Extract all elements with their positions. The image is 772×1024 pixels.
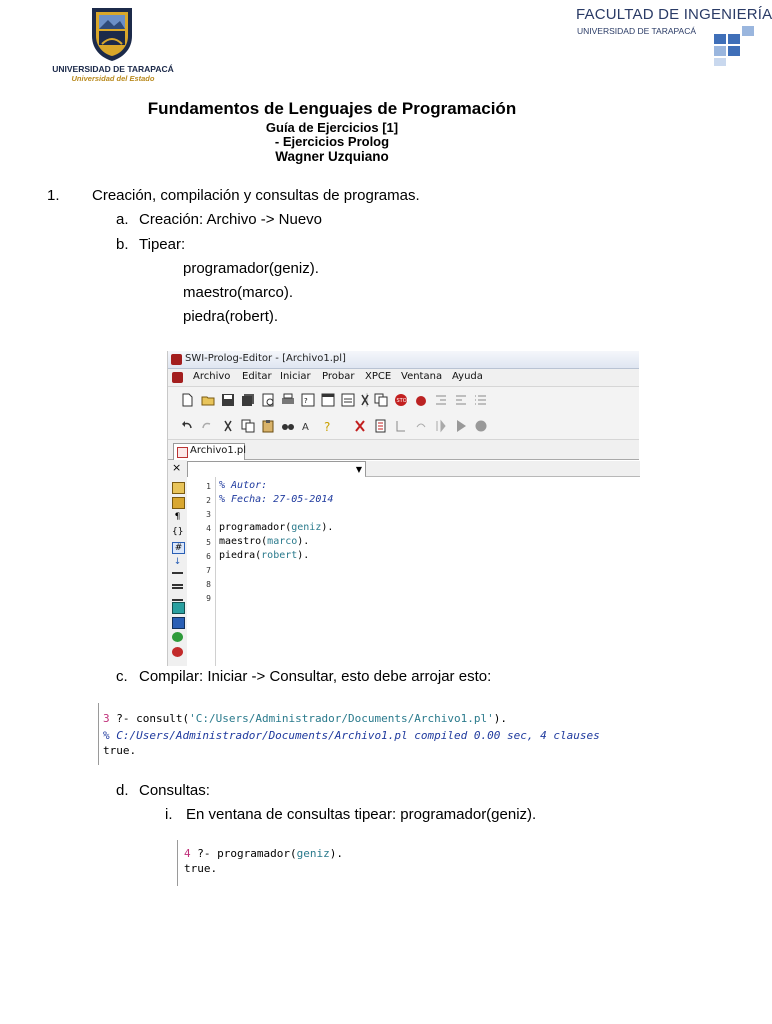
- console-output-query: [177, 840, 438, 886]
- consult-icon[interactable]: [374, 419, 388, 433]
- svg-text:STOP: STOP: [396, 398, 410, 404]
- document-title: Fundamentos de Lenguajes de Programación: [147, 99, 517, 118]
- code-comment: % Fecha: 27-05-2014: [219, 494, 334, 505]
- chevron-down-icon: ▼: [355, 465, 362, 474]
- prompt-end: ).: [329, 847, 343, 860]
- prompt-arg: 'C:/Users/Administrador/Documents/Archivo1.pl': [189, 712, 494, 725]
- guide-title: Guía de Ejercicios [1]: [265, 120, 399, 135]
- menu-ventana[interactable]: Ventana: [401, 371, 443, 382]
- console-query-line: [184, 847, 343, 860]
- fact-line: maestro(marco).: [183, 284, 294, 301]
- code-line: [219, 550, 309, 561]
- outdent-icon[interactable]: [454, 393, 468, 407]
- record-icon[interactable]: [474, 419, 488, 433]
- code-comment: % Autor:: [219, 480, 268, 491]
- prompt-number: 3: [103, 712, 110, 725]
- item-a-marker: a.: [116, 211, 129, 228]
- fact-line: piedra(robert).: [183, 308, 279, 325]
- indent-icon[interactable]: [434, 393, 448, 407]
- module-icon[interactable]: [172, 602, 185, 614]
- faculty-squares-icon: [714, 26, 760, 66]
- svg-text:?: ?: [304, 397, 308, 405]
- paragraph-icon[interactable]: ¶: [174, 512, 181, 522]
- code-atom: marco: [267, 536, 298, 547]
- line-number-gutter: [187, 477, 216, 666]
- prompt-arg: geniz: [296, 847, 330, 860]
- faculty-university: UNIVERSIDAD DE TARAPACÁ: [577, 26, 697, 36]
- line-number: 9: [206, 594, 211, 603]
- code-line: [219, 536, 309, 547]
- line-number: 3: [206, 510, 211, 519]
- item-d-i-marker: i.: [165, 806, 173, 823]
- code-atom: geniz: [291, 522, 322, 533]
- copy2-icon[interactable]: [241, 419, 255, 433]
- item-d-i-text: En ventana de consultas tipear: programador(geniz).: [186, 806, 537, 823]
- item-a-text: Creación: Archivo -> Nuevo: [139, 211, 323, 228]
- section-number: 1.: [47, 187, 60, 204]
- predicate-dropdown[interactable]: [187, 461, 366, 478]
- item-d-text: Consultas:: [139, 782, 210, 799]
- braces-icon[interactable]: {}: [172, 527, 184, 537]
- paste-icon[interactable]: [261, 419, 275, 433]
- editor-toolbar-top: [168, 387, 639, 413]
- retry-icon[interactable]: [414, 419, 428, 433]
- replace-icon[interactable]: [301, 419, 315, 433]
- hash-icon[interactable]: #: [172, 542, 185, 554]
- save-icon[interactable]: [221, 393, 235, 407]
- item-c-marker: c.: [116, 668, 128, 685]
- code-area[interactable]: [216, 477, 639, 666]
- guide-subtitle: - Ejercicios Prolog: [274, 134, 390, 149]
- section-heading: Creación, compilación y consultas de programas.: [92, 187, 420, 204]
- code-end: ).: [297, 550, 310, 561]
- spider-red-icon[interactable]: [172, 647, 183, 657]
- svg-text:A: A: [302, 422, 309, 433]
- code-atom: robert: [261, 550, 298, 561]
- indent-side-icon[interactable]: [172, 572, 183, 586]
- undo-icon[interactable]: [180, 419, 194, 433]
- redo-icon[interactable]: [200, 419, 214, 433]
- folder-open-icon[interactable]: [172, 497, 185, 509]
- faculty-logo: [576, 6, 772, 66]
- print-icon[interactable]: [281, 393, 295, 407]
- editor-sidebar: [168, 460, 187, 666]
- code-predicate: piedra(: [219, 550, 262, 561]
- menu-archivo[interactable]: Archivo: [193, 371, 231, 382]
- window-icon[interactable]: [321, 393, 335, 407]
- wrap-icon[interactable]: ↓: [173, 557, 182, 567]
- prompt-end: ).: [493, 712, 507, 725]
- menu-ayuda[interactable]: Ayuda: [452, 371, 483, 382]
- line-number: 7: [206, 566, 211, 575]
- svg-text:?: ?: [324, 420, 331, 434]
- code-end: ).: [297, 536, 310, 547]
- prompt-text: ?- programador(: [190, 847, 297, 860]
- line-number: 5: [206, 538, 211, 547]
- menu-xpce[interactable]: XPCE: [365, 371, 392, 382]
- file-tab-label: Archivo1.pl: [190, 445, 247, 456]
- console-message: % C:/Users/Administrador/Documents/Archivo1.pl compiled 0.00 sec, 4 clauses: [103, 729, 600, 742]
- skip-icon[interactable]: [434, 419, 448, 433]
- new-file-icon[interactable]: [180, 393, 194, 407]
- line-number: 4: [206, 524, 211, 533]
- code-predicate: maestro(: [219, 536, 268, 547]
- cut2-icon[interactable]: [221, 419, 235, 433]
- console-result: true.: [184, 862, 218, 875]
- file-tab[interactable]: [173, 443, 245, 460]
- university-name: UNIVERSIDAD DE TARAPACÁ: [52, 64, 174, 74]
- app-icon: [171, 354, 182, 365]
- item-b-text: Tipear:: [139, 236, 186, 253]
- line-number: 2: [206, 496, 211, 505]
- editor-window-title: SWI-Prolog-Editor - [Archivo1.pl]: [185, 353, 346, 364]
- item-c-text: Compilar: Iniciar -> Consultar, esto debe arrojar esto:: [139, 668, 492, 685]
- help-icon[interactable]: [321, 419, 335, 433]
- folder-icon[interactable]: [172, 482, 185, 494]
- menu-probar[interactable]: Probar: [322, 371, 355, 382]
- print-preview-icon[interactable]: [261, 393, 275, 407]
- spider-icon[interactable]: [172, 632, 183, 642]
- close-icon[interactable]: ×: [172, 461, 182, 474]
- save-all-icon[interactable]: [241, 393, 255, 407]
- editor-screenshot: [167, 351, 639, 666]
- dropdown-filler: [365, 461, 640, 477]
- author-name: Wagner Uzquiano: [275, 149, 389, 164]
- bug-icon[interactable]: [414, 393, 428, 407]
- editor-menubar: [168, 369, 639, 387]
- open-folder-icon[interactable]: [201, 393, 215, 407]
- item-d-marker: d.: [116, 782, 129, 799]
- university-logo: [52, 6, 174, 86]
- prompt-text: ?- consult(: [109, 712, 190, 725]
- settings-box-icon[interactable]: [301, 393, 315, 407]
- menu-iniciar[interactable]: Iniciar: [280, 371, 311, 382]
- line-number: 8: [206, 580, 211, 589]
- stop-icon[interactable]: [394, 393, 408, 407]
- console-query-line: [103, 712, 507, 725]
- prompt-number: 4: [184, 847, 191, 860]
- prolog-file-icon: [177, 447, 188, 458]
- editor-titlebar: [168, 351, 639, 369]
- university-motto: Universidad del Estado: [71, 74, 155, 83]
- code-line: [219, 522, 333, 533]
- editor-toolbar-bottom: [168, 413, 639, 440]
- step-icon[interactable]: [394, 419, 408, 433]
- console-output-consult: [98, 703, 699, 765]
- university-shield-icon: [90, 6, 134, 62]
- copy-icon[interactable]: [374, 393, 388, 407]
- line-number: 6: [206, 552, 211, 561]
- console-result: true.: [103, 744, 137, 757]
- find-icon[interactable]: [281, 419, 295, 433]
- database-icon[interactable]: [172, 617, 185, 629]
- code-end: ).: [321, 522, 334, 533]
- menu-app-icon: [172, 372, 183, 383]
- run-icon[interactable]: [354, 419, 368, 433]
- faculty-name: FACULTAD DE INGENIERÍA: [576, 6, 772, 23]
- item-b-marker: b.: [116, 236, 129, 253]
- menu-editar[interactable]: Editar: [242, 371, 272, 382]
- play-icon[interactable]: [454, 419, 468, 433]
- fact-line: programador(geniz).: [183, 260, 319, 277]
- line-number: 1: [206, 482, 211, 491]
- outdent-side-icon[interactable]: [172, 587, 183, 601]
- code-predicate: programador(: [219, 522, 292, 533]
- editor-tab-row: [168, 440, 639, 460]
- properties-icon[interactable]: [341, 393, 355, 407]
- list-icon[interactable]: [474, 393, 488, 407]
- cut-icon[interactable]: [358, 393, 372, 407]
